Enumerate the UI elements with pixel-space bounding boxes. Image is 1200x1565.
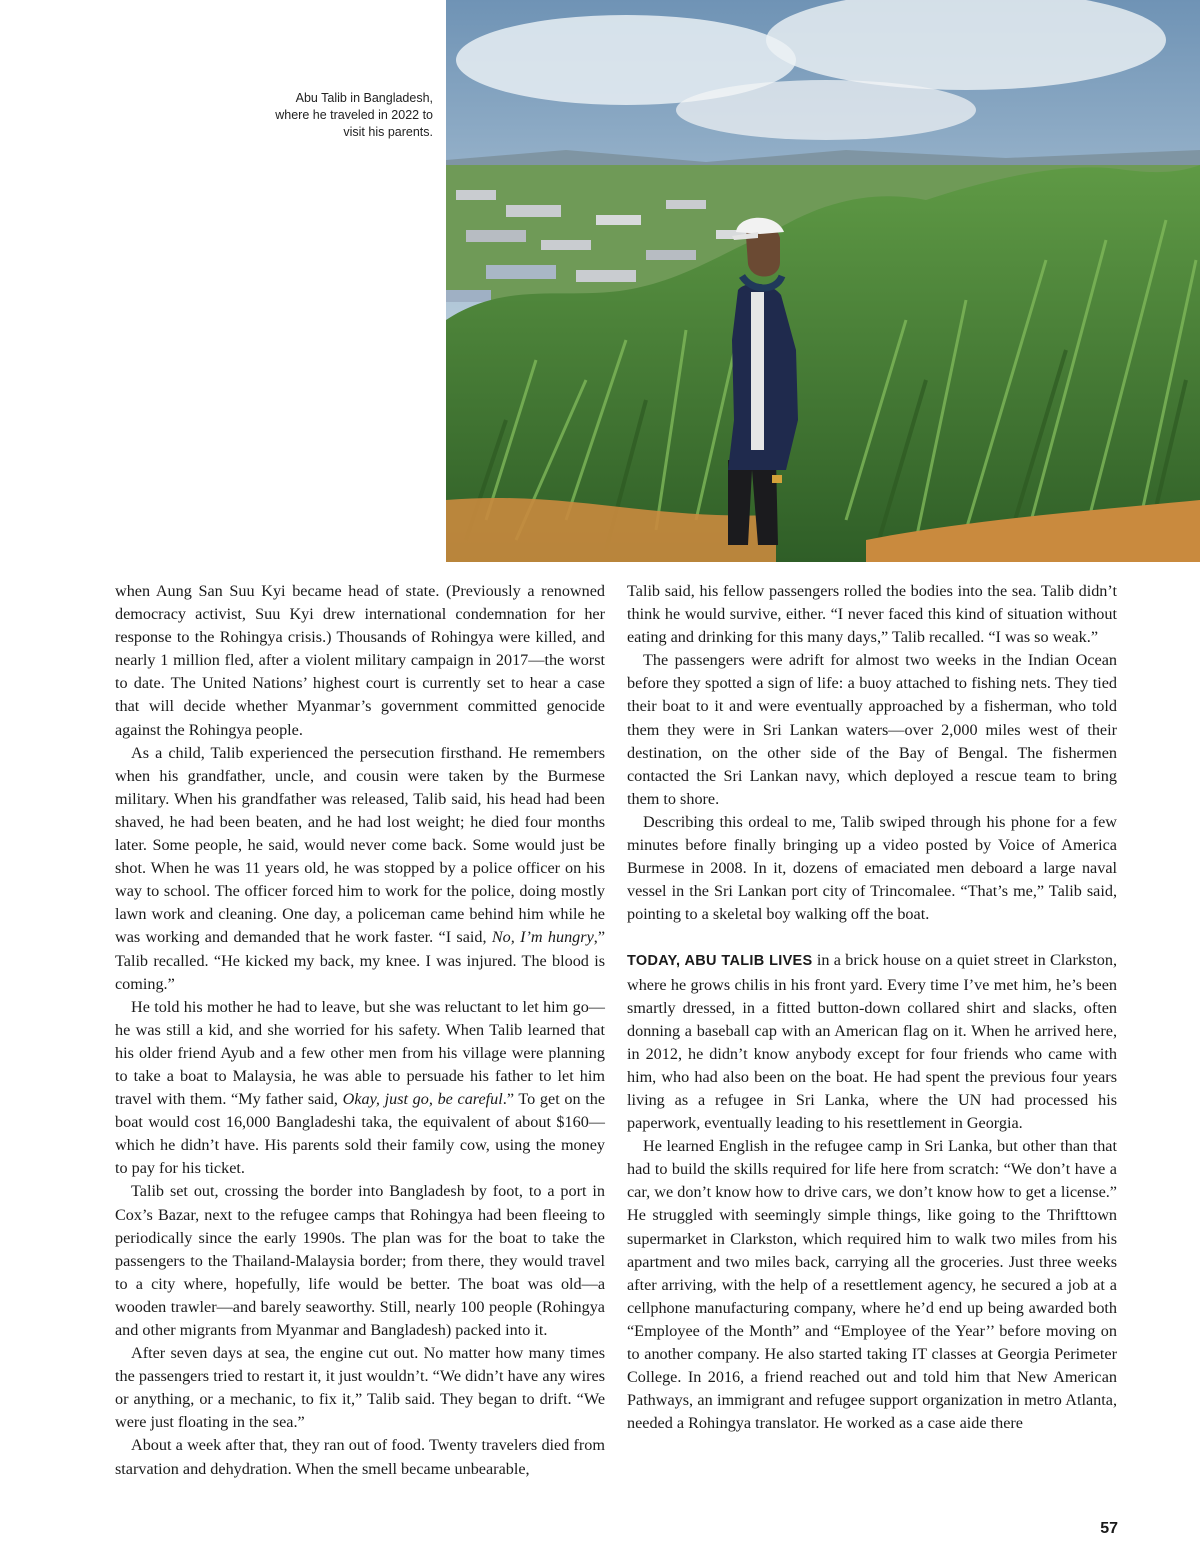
- paragraph: when Aung San Suu Kyi became head of state. (Previously a renowned democracy activist, Suu Kyi drew international condemnation for her response to the Rohingya crisis.) Thousands of Rohingya were killed, and nearly 1 million fled, after a violent military campaign in 2017—the worst to date. The United Nations’ highest court is currently set to hear a case that will decide whether Myanmar’s government committed genocide against the Rohingya people.: [115, 582, 605, 739]
- paragraph: After seven days at sea, the engine cut out. No matter how many times the passengers tried to restart it, it just wouldn’t. “We didn’t have any wires or anything, or a mechanic, to fix it,” Talib said. They began to drift. “We were just floating in the sea.”: [115, 1344, 605, 1432]
- caption-line-1: Abu Talib in Bangladesh,: [295, 91, 433, 105]
- paragraph: About a week after that, they ran out of food. Twenty travelers died from starvation and dehydration. When the smell became unbearable,: [115, 1436, 605, 1478]
- paragraph: Talib said, his fellow passengers rolled the bodies into the sea. Talib didn’t think he would survive, either. “I never faced this kind of situation without eating and drinking for this many days,” Talib recalled. “I was so weak.”: [627, 582, 1117, 647]
- photo-caption: [200, 90, 433, 141]
- paragraph: He told his mother he had to leave, but she was reluctant to let him go—he was still a kid, and she worried for his safety. When Talib learned that his older friend Ayub and a few other men from his village were planning to take a boat to Malaysia, he was able to persuade his father to let him travel with them. “My father said, Okay, just go, be careful.” To get on the boat would cost 16,000 Bangladeshi taka, the equivalent of about $160—which he didn’t have. His parents sold their family cow, using the money to pay for his ticket.: [115, 997, 606, 1178]
- paragraph: The passengers were adrift for almost two weeks in the Indian Ocean before they spotted a sign of life: a buoy attached to fishing nets. They tied their boat to it and were eventually approached by a fisherman, who told them they were in Sri Lankan waters—over 2,000 miles west of their destination, on the other side of the Bay of Bengal. The fishermen contacted the Sri Lankan navy, which deployed a rescue team to bring them to shore.: [627, 651, 1117, 808]
- paragraph: Describing this ordeal to me, Talib swiped through his phone for a few minutes before finally bringing up a video posted by Voice of America Burmese in 2008. In it, dozens of emaciated men deboard a large naval vessel in the Sri Lankan port city of Trincomalee. “That’s me,” Talib said, pointing to a skeletal boy walking off the boat.: [627, 812, 1117, 924]
- paragraph: As a child, Talib experienced the persecution firsthand. He remembers when his grandfather, uncle, and cousin were taken by the Burmese military. When his grandfather was released, Talib said, his head had been shaved, he had been beaten, and he had lost weight; he died four months later. Some people, he said, would never come back. Some would just be shot. When he was 11 years old, he was stopped by a police officer on his way to school. The officer forced him to work for the police, doing mostly lawn work and cleaning. One day, a policeman came behind him while he was working and demanded that he work faster. “I said, No, I’m hungry,” Talib recalled. “He kicked my back, my knee. I was injured. The blood is coming.”: [115, 743, 605, 993]
- section-lead-in: TODAY, ABU TALIB LIVES: [627, 953, 813, 970]
- paragraph: TODAY, ABU TALIB LIVES in a brick house on a quiet street in Clarkston, where he grows chilis in his front yard. Every time I’ve met him, he’s been smartly dressed, in a fitted button-down collared shirt and slacks, often donning a baseball cap with an American flag on it. When he arrived here, in 2012, he didn’t know anybody except for four friends who came with him, who had also been on the boat. He had spent the previous four years living as a refugee in Sri Lanka, where the UN had processed his paperwork, eventually leading to his resettlement in Georgia.: [627, 951, 1118, 1133]
- article-column-right: [627, 580, 1117, 1435]
- cloud: [676, 80, 976, 140]
- paragraph: He learned English in the refugee camp in Sri Lanka, but other than that had to build the skills required for life here from scratch: “We don’t have a car, we don’t know how to drive cars, we don’t know how to get a license.” He struggled with seemingly simple things, like going to the Thrifttown supermarket in Clarkston, which required him to walk two miles from his apartment and two miles back, carrying all the groceries. Just three weeks after arriving, with the help of a resettlement agency, he secured a job at a cellphone manufacturing company, where he’d end up being awarded both “Employee of the Month” and “Employee of the Year’’ before moving on to another company. He also started taking IT classes at Georgia Perimeter College. In 2016, a friend reached out and told him that New American Pathways, an immigrant and refugee support organization in metro Atlanta, needed a Rohingya translator. He worked as a case aide there: [627, 1137, 1117, 1433]
- man-in-cap-photo: [446, 0, 1200, 562]
- page-number: 57: [1100, 1520, 1118, 1537]
- section-break: [627, 926, 1117, 949]
- caption-line-2: where he traveled in 2022 to: [275, 108, 433, 122]
- paragraph: Talib set out, crossing the border into Bangladesh by foot, to a port in Cox’s Bazar, next to the refugee camps that Rohingya had been fleeing to periodically since the early 1990s. The plan was for the boat to take the passengers to the Thailand-Malaysia border; from there, they would travel to a city where, hopefully, life would be better. The boat was old—a wooden trawler—and barely seaworthy. Still, nearly 100 people (Rohingya and other migrants from Myanmar and Bangladesh) packed into it.: [115, 1182, 605, 1339]
- caption-line-3: visit his parents.: [343, 125, 433, 139]
- article-column-left: [115, 580, 605, 1481]
- photo-illustration: [446, 0, 1200, 562]
